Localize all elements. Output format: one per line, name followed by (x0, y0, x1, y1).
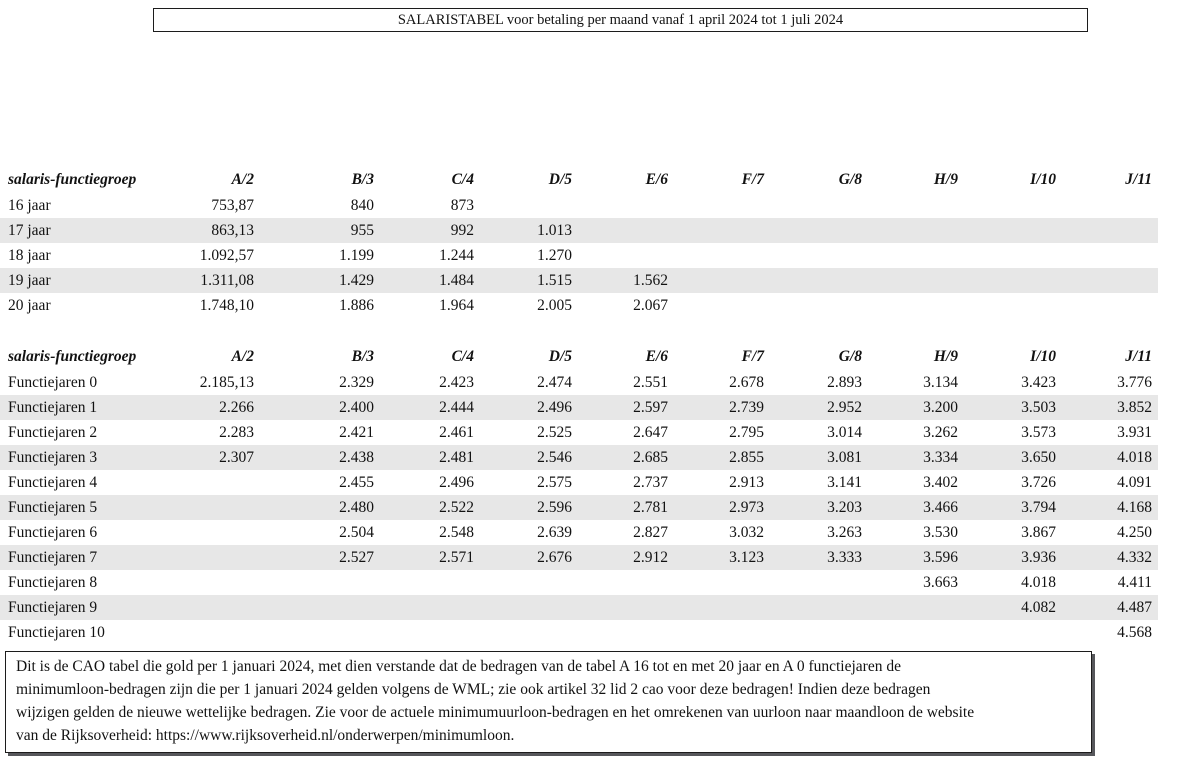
salary-cell: 3.663 (923, 573, 958, 591)
salary-cell (674, 595, 770, 620)
salary-cell: 1.886 (339, 296, 374, 314)
salary-cell (868, 620, 964, 645)
salary-cell: 753,87 (211, 196, 254, 214)
salary-cell: 2.827 (633, 523, 668, 541)
salary-cell: 2.676 (537, 548, 572, 566)
salary-cell: 2.546 (537, 448, 572, 466)
salary-cell: 3.503 (1021, 398, 1056, 416)
table-row (0, 293, 1158, 318)
salary-cell: 2.737 (633, 473, 668, 491)
salary-cell (165, 520, 260, 545)
salary-cell (578, 243, 674, 268)
salary-cell: 4.018 (1117, 448, 1152, 466)
salary-cell: 3.596 (923, 548, 958, 566)
table-row (0, 218, 1158, 243)
salary-cell: 2.913 (729, 473, 764, 491)
salary-cell (770, 268, 868, 293)
salary-cell: 3.931 (1117, 423, 1152, 441)
salary-cell: 3.141 (827, 473, 862, 491)
table-row (0, 545, 1158, 570)
salary-cell: 2.067 (633, 296, 668, 314)
salary-cell: 3.402 (923, 473, 958, 491)
row-label: 16 jaar (8, 196, 51, 214)
salary-cell (165, 470, 260, 495)
salary-cell (964, 268, 1062, 293)
row-label: 18 jaar (8, 246, 51, 264)
page-title: SALARISTABEL voor betaling per maand vanaf 1 april 2024 tot 1 juli 2024 (397, 11, 844, 28)
salary-cell (260, 620, 380, 645)
salary-cell (770, 243, 868, 268)
salary-cell: 2.912 (633, 548, 668, 566)
table-row (0, 495, 1158, 520)
salary-cell: 4.091 (1117, 473, 1152, 491)
salary-cell: 3.776 (1117, 373, 1152, 391)
salary-cell: 3.794 (1021, 498, 1056, 516)
salary-cell (964, 218, 1062, 243)
salary-cell (868, 293, 964, 318)
table-row (0, 370, 1158, 395)
salary-cell: 1.484 (439, 271, 474, 289)
salary-cell: 2.481 (439, 448, 474, 466)
salary-cell: 3.014 (827, 423, 862, 441)
salary-cell: 840 (350, 196, 374, 214)
salary-cell: 2.575 (537, 473, 572, 491)
salary-cell (674, 268, 770, 293)
row-label-header: salaris-functiegroep (8, 171, 137, 188)
column-header: G/8 (838, 348, 862, 365)
salary-cell: 2.522 (439, 498, 474, 516)
salary-cell (964, 620, 1062, 645)
row-label: Functiejaren 0 (8, 373, 98, 391)
table-row (0, 620, 1158, 645)
salary-cell (165, 595, 260, 620)
salary-cell (578, 620, 674, 645)
table-row (0, 268, 1158, 293)
salary-cell: 4.487 (1117, 598, 1152, 616)
salary-cell (1062, 293, 1158, 318)
salary-cell: 3.200 (923, 398, 958, 416)
title-box (153, 8, 1088, 32)
salary-cell: 1.199 (339, 246, 374, 264)
column-header: E/6 (645, 171, 668, 188)
row-label: Functiejaren 4 (8, 473, 98, 491)
row-label: Functiejaren 2 (8, 423, 98, 441)
salary-cell: 2.185,13 (199, 373, 254, 391)
salary-cell: 3.726 (1021, 473, 1056, 491)
salary-cell: 3.423 (1021, 373, 1056, 391)
salary-cell: 3.134 (923, 373, 958, 391)
column-header: A/2 (231, 171, 254, 188)
salary-cell: 2.438 (339, 448, 374, 466)
salary-cell (770, 620, 868, 645)
salary-cell: 4.168 (1117, 498, 1152, 516)
column-header: B/3 (351, 171, 374, 188)
table-row (0, 595, 1158, 620)
salary-cell (1062, 243, 1158, 268)
footer-note-box (5, 651, 1092, 753)
row-label: Functiejaren 5 (8, 498, 98, 516)
salary-cell: 3.852 (1117, 398, 1152, 416)
salary-cell: 2.423 (439, 373, 474, 391)
salary-cell (578, 570, 674, 595)
column-header: D/5 (548, 348, 572, 365)
salary-cell: 3.262 (923, 423, 958, 441)
salary-cell: 863,13 (211, 221, 254, 239)
salary-cell (165, 495, 260, 520)
functiejaren-salary-table (0, 344, 1158, 645)
salary-cell: 2.571 (439, 548, 474, 566)
row-label: 20 jaar (8, 296, 51, 314)
salary-cell: 4.018 (1021, 573, 1056, 591)
column-header: G/8 (838, 171, 862, 188)
salary-cell: 2.739 (729, 398, 764, 416)
salary-cell (1062, 193, 1158, 218)
salary-cell: 3.936 (1021, 548, 1056, 566)
salary-cell (380, 570, 480, 595)
salary-cell (964, 243, 1062, 268)
salary-cell: 4.332 (1117, 548, 1152, 566)
salary-cell: 2.329 (339, 373, 374, 391)
salary-cell (380, 620, 480, 645)
salary-cell (165, 545, 260, 570)
salary-cell: 3.081 (827, 448, 862, 466)
salary-cell (165, 570, 260, 595)
footer-note-line: Dit is de CAO tabel die gold per 1 januari 2024, met dien verstande dat de bedragen van de tabel A 16 tot en met 20 jaar en A 0 functiejaren de (16, 658, 901, 675)
salary-cell: 2.480 (339, 498, 374, 516)
salary-cell (578, 193, 674, 218)
salary-cell: 2.455 (339, 473, 374, 491)
column-header: C/4 (451, 171, 474, 188)
table-row (0, 520, 1158, 545)
salary-cell (770, 218, 868, 243)
salary-cell (964, 193, 1062, 218)
salary-cell: 873 (450, 196, 474, 214)
salary-cell: 1.092,57 (199, 246, 254, 264)
salary-cell: 3.123 (729, 548, 764, 566)
salary-cell: 4.250 (1117, 523, 1152, 541)
salary-cell: 2.421 (339, 423, 374, 441)
salary-cell: 2.678 (729, 373, 764, 391)
salary-cell (674, 243, 770, 268)
salary-cell: 3.263 (827, 523, 862, 541)
column-header: A/2 (231, 348, 254, 365)
salary-cell: 1.515 (537, 271, 572, 289)
salary-cell: 2.474 (537, 373, 572, 391)
row-label: Functiejaren 7 (8, 548, 98, 566)
salary-cell: 3.466 (923, 498, 958, 516)
table-row (0, 420, 1158, 445)
salary-cell: 4.411 (1117, 573, 1152, 591)
salary-cell (260, 595, 380, 620)
salary-cell (165, 620, 260, 645)
salary-cell: 3.203 (827, 498, 862, 516)
salary-cell: 2.283 (219, 423, 254, 441)
column-header: H/9 (933, 171, 958, 188)
table-row (0, 243, 1158, 268)
footer-note-line: wijzigen gelden de nieuwe wettelijke bedragen. Zie voor de actuele minimumuurloon-bedragen en het omrekenen van uurloon naar maandloon de website (16, 704, 975, 721)
salary-cell: 2.893 (827, 373, 862, 391)
salary-cell: 3.333 (827, 548, 862, 566)
salary-cell (674, 620, 770, 645)
salary-cell: 2.551 (633, 373, 668, 391)
salary-cell (480, 620, 578, 645)
salary-cell (964, 293, 1062, 318)
header-row (0, 344, 1158, 370)
salary-cell (1062, 218, 1158, 243)
table-row (0, 445, 1158, 470)
salary-cell: 1.748,10 (199, 296, 254, 314)
salary-cell: 1.429 (339, 271, 374, 289)
salary-cell (770, 570, 868, 595)
salary-cell (770, 193, 868, 218)
salary-cell: 3.867 (1021, 523, 1056, 541)
salary-cell: 2.496 (439, 473, 474, 491)
salary-cell: 2.400 (339, 398, 374, 416)
salary-cell: 4.568 (1117, 623, 1152, 641)
salary-cell: 2.504 (339, 523, 374, 541)
salary-cell: 3.573 (1021, 423, 1056, 441)
salary-cell (578, 595, 674, 620)
header-row (0, 167, 1158, 193)
salary-cell: 3.334 (923, 448, 958, 466)
salary-cell: 3.032 (729, 523, 764, 541)
salary-cell: 992 (450, 221, 474, 239)
footer-note-line: minimumloon-bedragen zijn die per 1 januari 2024 gelden volgens de WML; zie ook artikel 32 lid 2 cao voor deze bedragen! Indien deze bedragen (16, 681, 931, 698)
salary-cell: 2.496 (537, 398, 572, 416)
salary-cell (674, 218, 770, 243)
salary-cell: 3.530 (923, 523, 958, 541)
row-label: Functiejaren 8 (8, 573, 98, 591)
salary-cell: 2.647 (633, 423, 668, 441)
row-label: Functiejaren 6 (8, 523, 98, 541)
salary-cell (578, 218, 674, 243)
column-header: C/4 (451, 348, 474, 365)
salary-cell: 2.525 (537, 423, 572, 441)
salary-cell: 1.562 (633, 271, 668, 289)
salary-cell (480, 570, 578, 595)
footer-note-line: van de Rijksoverheid: https://www.rijksoverheid.nl/onderwerpen/minimumloon. (16, 727, 515, 744)
column-header: F/7 (741, 348, 764, 365)
salary-cell (770, 293, 868, 318)
salary-cell: 2.973 (729, 498, 764, 516)
salary-cell (1062, 268, 1158, 293)
salary-cell: 4.082 (1021, 598, 1056, 616)
salary-cell: 2.307 (219, 448, 254, 466)
column-header: J/11 (1125, 348, 1152, 365)
row-label: Functiejaren 10 (8, 623, 105, 641)
salary-cell (380, 595, 480, 620)
row-label: Functiejaren 1 (8, 398, 98, 416)
salary-cell: 2.952 (827, 398, 862, 416)
row-label: Functiejaren 9 (8, 598, 98, 616)
salary-cell (674, 570, 770, 595)
salary-cell: 1.311,08 (200, 271, 254, 289)
salary-cell (868, 193, 964, 218)
salary-cell: 2.597 (633, 398, 668, 416)
column-header: I/10 (1030, 348, 1056, 365)
row-label-header: salaris-functiegroep (8, 348, 137, 365)
salary-cell (260, 570, 380, 595)
column-header: B/3 (351, 348, 374, 365)
salary-cell (480, 595, 578, 620)
salary-cell: 1.964 (439, 296, 474, 314)
salary-cell: 1.244 (439, 246, 474, 264)
salary-cell: 2.266 (219, 398, 254, 416)
column-header: I/10 (1030, 171, 1056, 188)
table-row (0, 395, 1158, 420)
row-label: 19 jaar (8, 271, 51, 289)
salary-cell: 1.270 (537, 246, 572, 264)
salary-cell: 2.596 (537, 498, 572, 516)
column-header: D/5 (548, 171, 572, 188)
row-label: Functiejaren 3 (8, 448, 98, 466)
salary-cell (868, 268, 964, 293)
salary-cell: 3.650 (1021, 448, 1056, 466)
salary-cell (674, 193, 770, 218)
salary-cell: 2.639 (537, 523, 572, 541)
salary-cell: 955 (350, 221, 374, 239)
salary-cell: 2.461 (439, 423, 474, 441)
salary-cell: 2.527 (339, 548, 374, 566)
salary-cell (868, 218, 964, 243)
salary-cell: 2.855 (729, 448, 764, 466)
salary-cell (770, 595, 868, 620)
salary-cell (868, 595, 964, 620)
salary-cell: 2.795 (729, 423, 764, 441)
salary-cell: 2.685 (633, 448, 668, 466)
table-row (0, 193, 1158, 218)
salary-cell: 2.005 (537, 296, 572, 314)
column-header: F/7 (741, 171, 764, 188)
salary-cell (480, 193, 578, 218)
salary-cell (868, 243, 964, 268)
salary-cell: 1.013 (537, 221, 572, 239)
column-header: J/11 (1125, 171, 1152, 188)
column-header: H/9 (933, 348, 958, 365)
salary-cell: 2.781 (633, 498, 668, 516)
salary-cell: 2.444 (439, 398, 474, 416)
salary-cell: 2.548 (439, 523, 474, 541)
column-header: E/6 (645, 348, 668, 365)
row-label: 17 jaar (8, 221, 51, 239)
salary-cell (674, 293, 770, 318)
table-row (0, 470, 1158, 495)
table-row (0, 570, 1158, 595)
age-salary-table (0, 167, 1158, 318)
